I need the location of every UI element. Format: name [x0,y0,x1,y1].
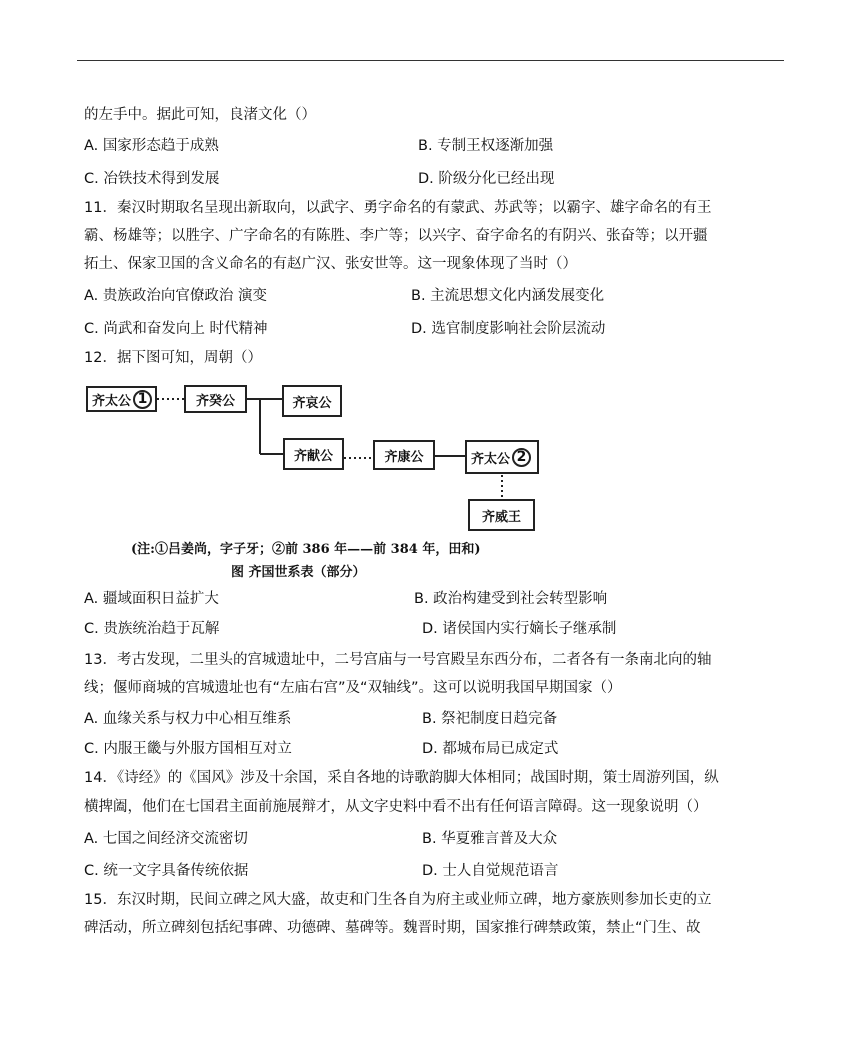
q12-option-c: C. 贵族统治趋于瓦解 [84,621,220,637]
lineage-node-qi-kanggong: 齐康公 [373,440,435,470]
q13-stem-line-2: 线；偃师商城的宫城遗址也有“左庙右宫”及“双轴线”。这可以说明我国早期国家（） [84,680,622,696]
q15-stem-line-1: 15．东汉时期，民间立碑之风大盛，故吏和门生各自为府主或业师立碑，地方豪族则参加长吏的立 [84,892,712,908]
q12-option-a: A. 疆域面积日益扩大 [84,591,219,607]
q14-stem-line-2: 横捭阖，他们在七国君主面前施展辩才，从文字史料中看不出有任何语言障碍。这一现象说明（） [84,799,708,815]
q11-option-b: B. 主流思想文化内涵发展变化 [411,288,605,304]
q13-option-d: D. 都城布局已成定式 [422,741,559,757]
q10-option-a: A. 国家形态趋于成熟 [84,138,219,154]
q12-option-d: D. 诸侯国内实行嫡长子继承制 [422,621,617,637]
q14-option-d: D. 士人自觉规范语言 [422,863,559,879]
q14-stem-line-1: 14．《诗经》的《国风》涉及十余国，采自各地的诗歌韵脚大体相同；战国时期，策士周游列国，纵 [84,770,719,786]
note-marker-1: 1 [133,390,152,409]
q10-stem: 的左手中。据此可知，良渚文化（） [84,107,316,123]
lineage-node-qi-taigong-2 [465,440,539,474]
q11-stem-line-1: 11．秦汉时期取名呈现出新取向，以武字、勇字命名的有蒙武、苏武等；以霸字、雄字命名的有王 [84,200,712,216]
q11-stem-line-3: 拓土、保家卫国的含义命名的有赵广汉、张安世等。这一现象体现了当时（） [84,256,577,272]
q14-option-a: A. 七国之间经济交流密切 [84,831,248,847]
q13-option-c: C. 内服王畿与外服方国相互对立 [84,741,292,757]
q13-option-b: B. 祭祀制度日趋完备 [422,711,558,727]
q11-option-a: A. 贵族政治向官僚政治 演变 [84,288,267,304]
q13-stem-line-1: 13．考古发现，二里头的宫城遗址中，二号宫庙与一号宫殿呈东西分布，二者各有一条南北向的轴 [84,652,712,668]
lineage-node-qi-xiangong: 齐献公 [283,438,344,470]
q11-option-d: D. 选官制度影响社会阶层流动 [411,321,606,337]
q10-option-c: C. 冶铁技术得到发展 [84,171,220,187]
q10-option-d: D. 阶级分化已经出现 [418,171,555,187]
q12-stem: 12．据下图可知，周朝（） [84,350,262,366]
q15-stem-line-2: 碑活动，所立碑刻包括纪事碑、功德碑、墓碑等。魏晋时期，国家推行碑禁政策，禁止“门生、故 [84,920,701,936]
q13-option-a: A. 血缘关系与权力中心相互维系 [84,711,292,727]
lineage-node-qi-weiwang: 齐威王 [468,499,535,531]
diagram-note: (注:①吕姜尚，字子牙；②前 386 年——前 384 年，田和) [131,542,481,557]
lineage-node-qi-aigong: 齐哀公 [282,385,342,417]
lineage-node-qi-guigong: 齐癸公 [184,385,247,413]
note-marker-2: 2 [512,448,531,467]
diagram-caption: 图 齐国世系表（部分） [231,565,366,580]
q11-option-c: C. 尚武和奋发向上 时代精神 [84,321,268,337]
q14-option-b: B. 华夏雅言普及大众 [422,831,558,847]
q10-option-b: B. 专制王权逐渐加强 [418,138,554,154]
q11-stem-line-2: 霸、杨雄等；以胜字、广字命名的有陈胜、李广等；以兴字、奋字命名的有阴兴、张奋等；以开疆 [84,228,708,244]
q12-option-b: B. 政治构建受到社会转型影响 [414,591,608,607]
node-label: 齐太公 [471,451,511,467]
node-label: 齐太公 [92,393,132,409]
lineage-node-qi-taigong-1 [86,386,157,412]
q14-option-c: C. 统一文字具备传统依据 [84,863,249,879]
